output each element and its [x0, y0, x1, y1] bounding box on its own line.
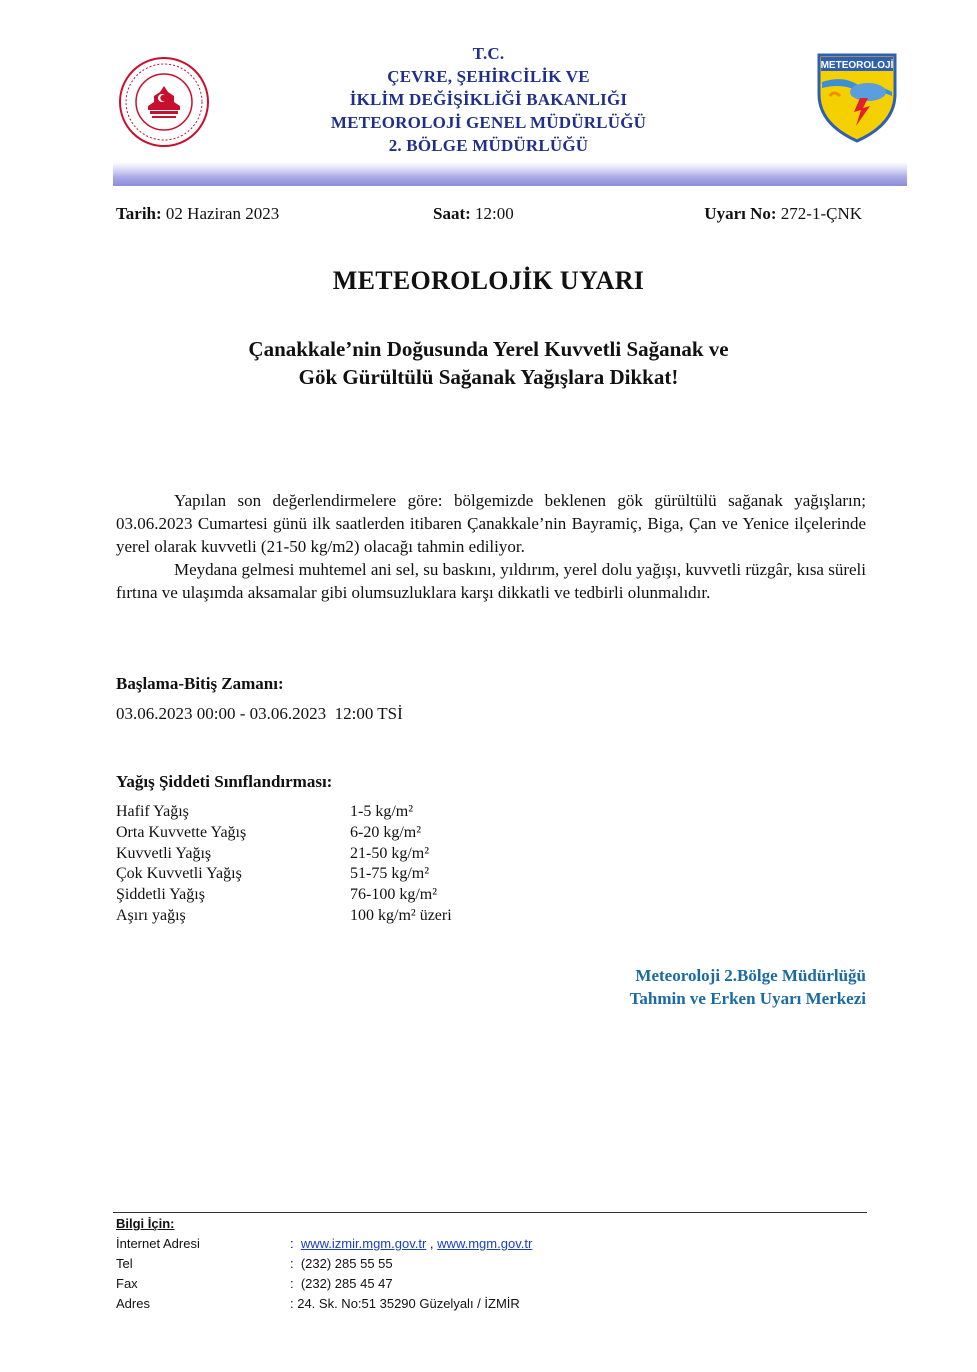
meteoroloji-shield-icon — [816, 52, 898, 144]
class-name: Çok Kuvvetli Yağış — [116, 865, 242, 883]
footer-heading: Bilgi İçin: — [116, 1216, 175, 1231]
class-value: 1-5 kg/m² — [350, 803, 414, 820]
header-divider-band — [113, 162, 907, 186]
tel-label: Tel — [116, 1256, 133, 1271]
signature-line-2: Tahmin ve Erken Uyarı Merkezi — [629, 989, 866, 1008]
footer-row-address — [116, 1294, 532, 1314]
warning-number-value: 272-1-ÇNK — [780, 204, 862, 223]
address-value: : 24. Sk. No:51 35290 Güzelyalı / İZMİR — [290, 1296, 520, 1311]
footer-row-internet — [116, 1234, 532, 1254]
timing-label: Başlama-Bitiş Zamanı: — [116, 674, 284, 693]
warning-body — [116, 489, 866, 604]
class-value: 100 kg/m² üzeri — [350, 906, 452, 924]
internet-value — [290, 1234, 532, 1254]
time-value: 12:00 — [475, 204, 514, 223]
internet-separator: : — [290, 1236, 294, 1251]
warning-number-field — [704, 204, 862, 224]
izmir-mgm-link[interactable]: www.izmir.mgm.gov.tr — [300, 1236, 427, 1251]
body-paragraph-1: Yapılan son değerlendirmelere göre: bölgemizde beklenen gök gürültülü sağanak yağışların; 03.06.2023 Cumartesi günü ilk saatlerden itibaren Çanakkale’nin Bayramiç, Biga, Çan ve Yenice ilçelerinde yerel olarak kuvvetli (21-50 kg/m2) olacağı tahmin ediliyor. — [116, 491, 866, 556]
classification-table — [116, 802, 452, 927]
footer-divider — [113, 1212, 867, 1213]
body-paragraph-2: Meydana gelmesi muhtemel ani sel, su baskını, yıldırım, yerel dolu yağışı, kuvvetli rüzgâr, kısa süreli fırtına ve ulaşımda aksamalar gibi olumsuzluklara karşı dikkatli ve tedbirli olunmalıdır. — [116, 560, 866, 602]
header-line-ministry-2: İKLİM DEĞİŞİKLİĞİ BAKANLIĞI — [349, 90, 628, 109]
time-field — [433, 204, 514, 224]
class-name: Kuvvetli Yağış — [116, 844, 212, 862]
subtitle-line-1: Çanakkale’nin Doğusunda Yerel Kuvvetli Sağanak ve — [248, 337, 729, 361]
footer-row-fax — [116, 1274, 532, 1294]
classification-row — [116, 844, 452, 865]
classification-row — [116, 906, 452, 927]
class-value: 51-75 kg/m² — [350, 865, 430, 883]
class-name: Orta Kuvvette Yağış — [116, 823, 247, 841]
classification-row — [116, 802, 452, 823]
classification-row — [116, 885, 452, 906]
mgm-link[interactable]: www.mgm.gov.tr — [437, 1236, 533, 1251]
subtitle-line-2: Gök Gürültülü Sağanak Yağışlara Dikkat! — [298, 365, 679, 389]
meteoroloji-logo — [816, 52, 898, 144]
warning-number-label: Uyarı No: — [704, 204, 777, 223]
classification-row — [116, 864, 452, 885]
footer-row-tel — [116, 1254, 532, 1274]
warning-subtitle — [0, 335, 977, 391]
class-value: 76-100 kg/m² — [350, 886, 438, 904]
header-line-tc: T.C. — [472, 44, 505, 63]
signature-line-1: Meteoroloji 2.Bölge Müdürlüğü — [635, 966, 866, 985]
link-separator: , — [429, 1236, 434, 1251]
date-label: Tarih: — [116, 204, 162, 223]
tel-value: : (232) 285 55 55 — [290, 1256, 393, 1271]
date-field — [116, 204, 279, 224]
class-name: Şiddetli Yağış — [116, 886, 205, 904]
header-line-region: 2. BÖLGE MÜDÜRLÜĞÜ — [388, 136, 589, 155]
class-value: 21-50 kg/m² — [350, 844, 430, 862]
signature-block — [630, 964, 866, 1010]
class-name: Hafif Yağış — [116, 803, 189, 820]
date-value: 02 Haziran 2023 — [165, 204, 280, 223]
class-name: Aşırı yağış — [116, 906, 186, 924]
classification-label: Yağış Şiddeti Sınıflandırması: — [116, 772, 333, 791]
address-label: Adres — [116, 1296, 150, 1311]
timing-value: 03.06.2023 00:00 - 03.06.2023 12:00 TSİ — [116, 704, 403, 723]
contact-footer — [116, 1214, 532, 1314]
fax-value: : (232) 285 45 47 — [290, 1276, 393, 1291]
classification-row — [116, 823, 452, 844]
time-label: Saat: — [433, 204, 471, 223]
header-line-directorate: METEOROLOJİ GENEL MÜDÜRLÜĞÜ — [330, 113, 647, 132]
logo-text: METEOROLOJİ — [820, 60, 894, 71]
header-line-ministry-1: ÇEVRE, ŞEHİRCİLİK VE — [387, 67, 590, 86]
page-title: METEOROLOJİK UYARI — [332, 266, 645, 295]
class-value: 6-20 kg/m² — [350, 823, 422, 841]
internet-label: İnternet Adresi — [116, 1236, 200, 1251]
fax-label: Fax — [116, 1276, 138, 1291]
